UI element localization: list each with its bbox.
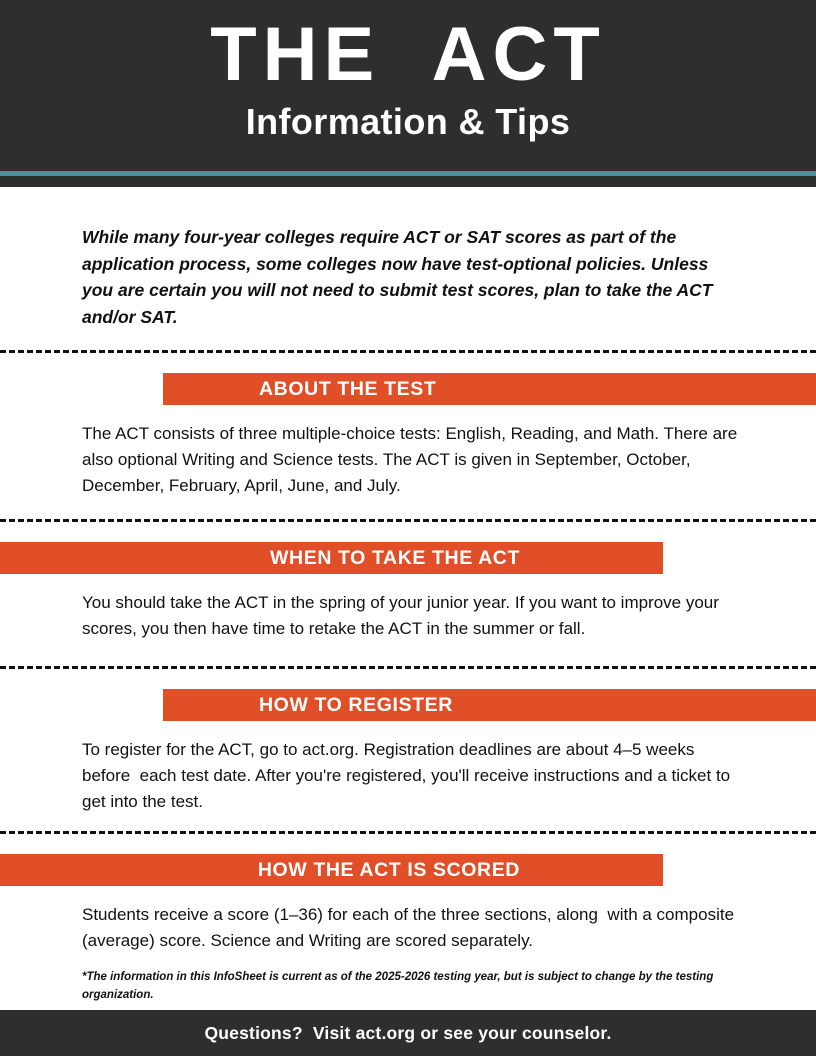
page-content bbox=[0, 187, 816, 1004]
section-bar-how-to-register bbox=[163, 689, 816, 721]
section-body-about-the-test: The ACT consists of three multiple-choice tests: English, Reading, and Math. There are also optional Writing and Science tests. The ACT is given in September, October, December, February, April, June, and July. bbox=[82, 424, 742, 495]
page-footer bbox=[0, 1010, 816, 1056]
spacer-section-2 bbox=[0, 642, 816, 666]
section-body-when-to-take-the-act: You should take the ACT in the spring of your junior year. If you want to improve your scores, you then have time to retake the ACT in the summer or fall. bbox=[82, 593, 724, 638]
section-bar-when-to-take-the-act bbox=[0, 542, 663, 574]
section-body-how-the-act-is-scored: Students receive a score (1–36) for each of the three sections, along with a composite (average) score. Science and Writing are scored separately. bbox=[82, 905, 739, 950]
page-header bbox=[0, 0, 816, 168]
spacer-intro-bottom bbox=[0, 330, 816, 350]
page-title: THE ACT bbox=[210, 12, 606, 97]
spacer-divider-3 bbox=[0, 669, 816, 689]
spacer-section-1 bbox=[0, 499, 816, 519]
section-heading-about-the-test: ABOUT THE TEST bbox=[259, 377, 437, 400]
footnote-text: *The information in this InfoSheet is current as of the 2025-2026 testing year, but is subject to change by the testing organization. bbox=[82, 971, 714, 1001]
section-heading-when-to-take-the-act: WHEN TO TAKE THE ACT bbox=[270, 546, 520, 569]
spacer-divider-1 bbox=[0, 353, 816, 373]
intro-paragraph: While many four-year colleges require ACT or SAT scores as part of the application process, some colleges now have test-optional policies. Unless you are certain you will not need to submit test scores, plan to take the ACT and/or SAT. bbox=[82, 227, 713, 327]
section-body-how-to-register: To register for the ACT, go to act.org. Registration deadlines are about 4–5 weeks before each test date. After you're registered, you'll receive instructions and a ticket to get into the test. bbox=[82, 740, 735, 811]
section-bar-about-the-test bbox=[163, 373, 816, 405]
spacer-divider-2 bbox=[0, 522, 816, 542]
section-bar-how-the-act-is-scored bbox=[0, 854, 663, 886]
page-subtitle: Information & Tips bbox=[245, 101, 571, 142]
spacer-divider-4 bbox=[0, 834, 816, 854]
header-rule-dark-bottom bbox=[0, 176, 816, 187]
footer-text: Questions? Visit act.org or see your counselor. bbox=[204, 1022, 612, 1043]
section-heading-how-the-act-is-scored: HOW THE ACT IS SCORED bbox=[257, 858, 520, 881]
spacer-section-3 bbox=[0, 815, 816, 831]
header-accent-rule-stack bbox=[0, 168, 816, 187]
section-heading-how-to-register: HOW TO REGISTER bbox=[259, 693, 453, 716]
